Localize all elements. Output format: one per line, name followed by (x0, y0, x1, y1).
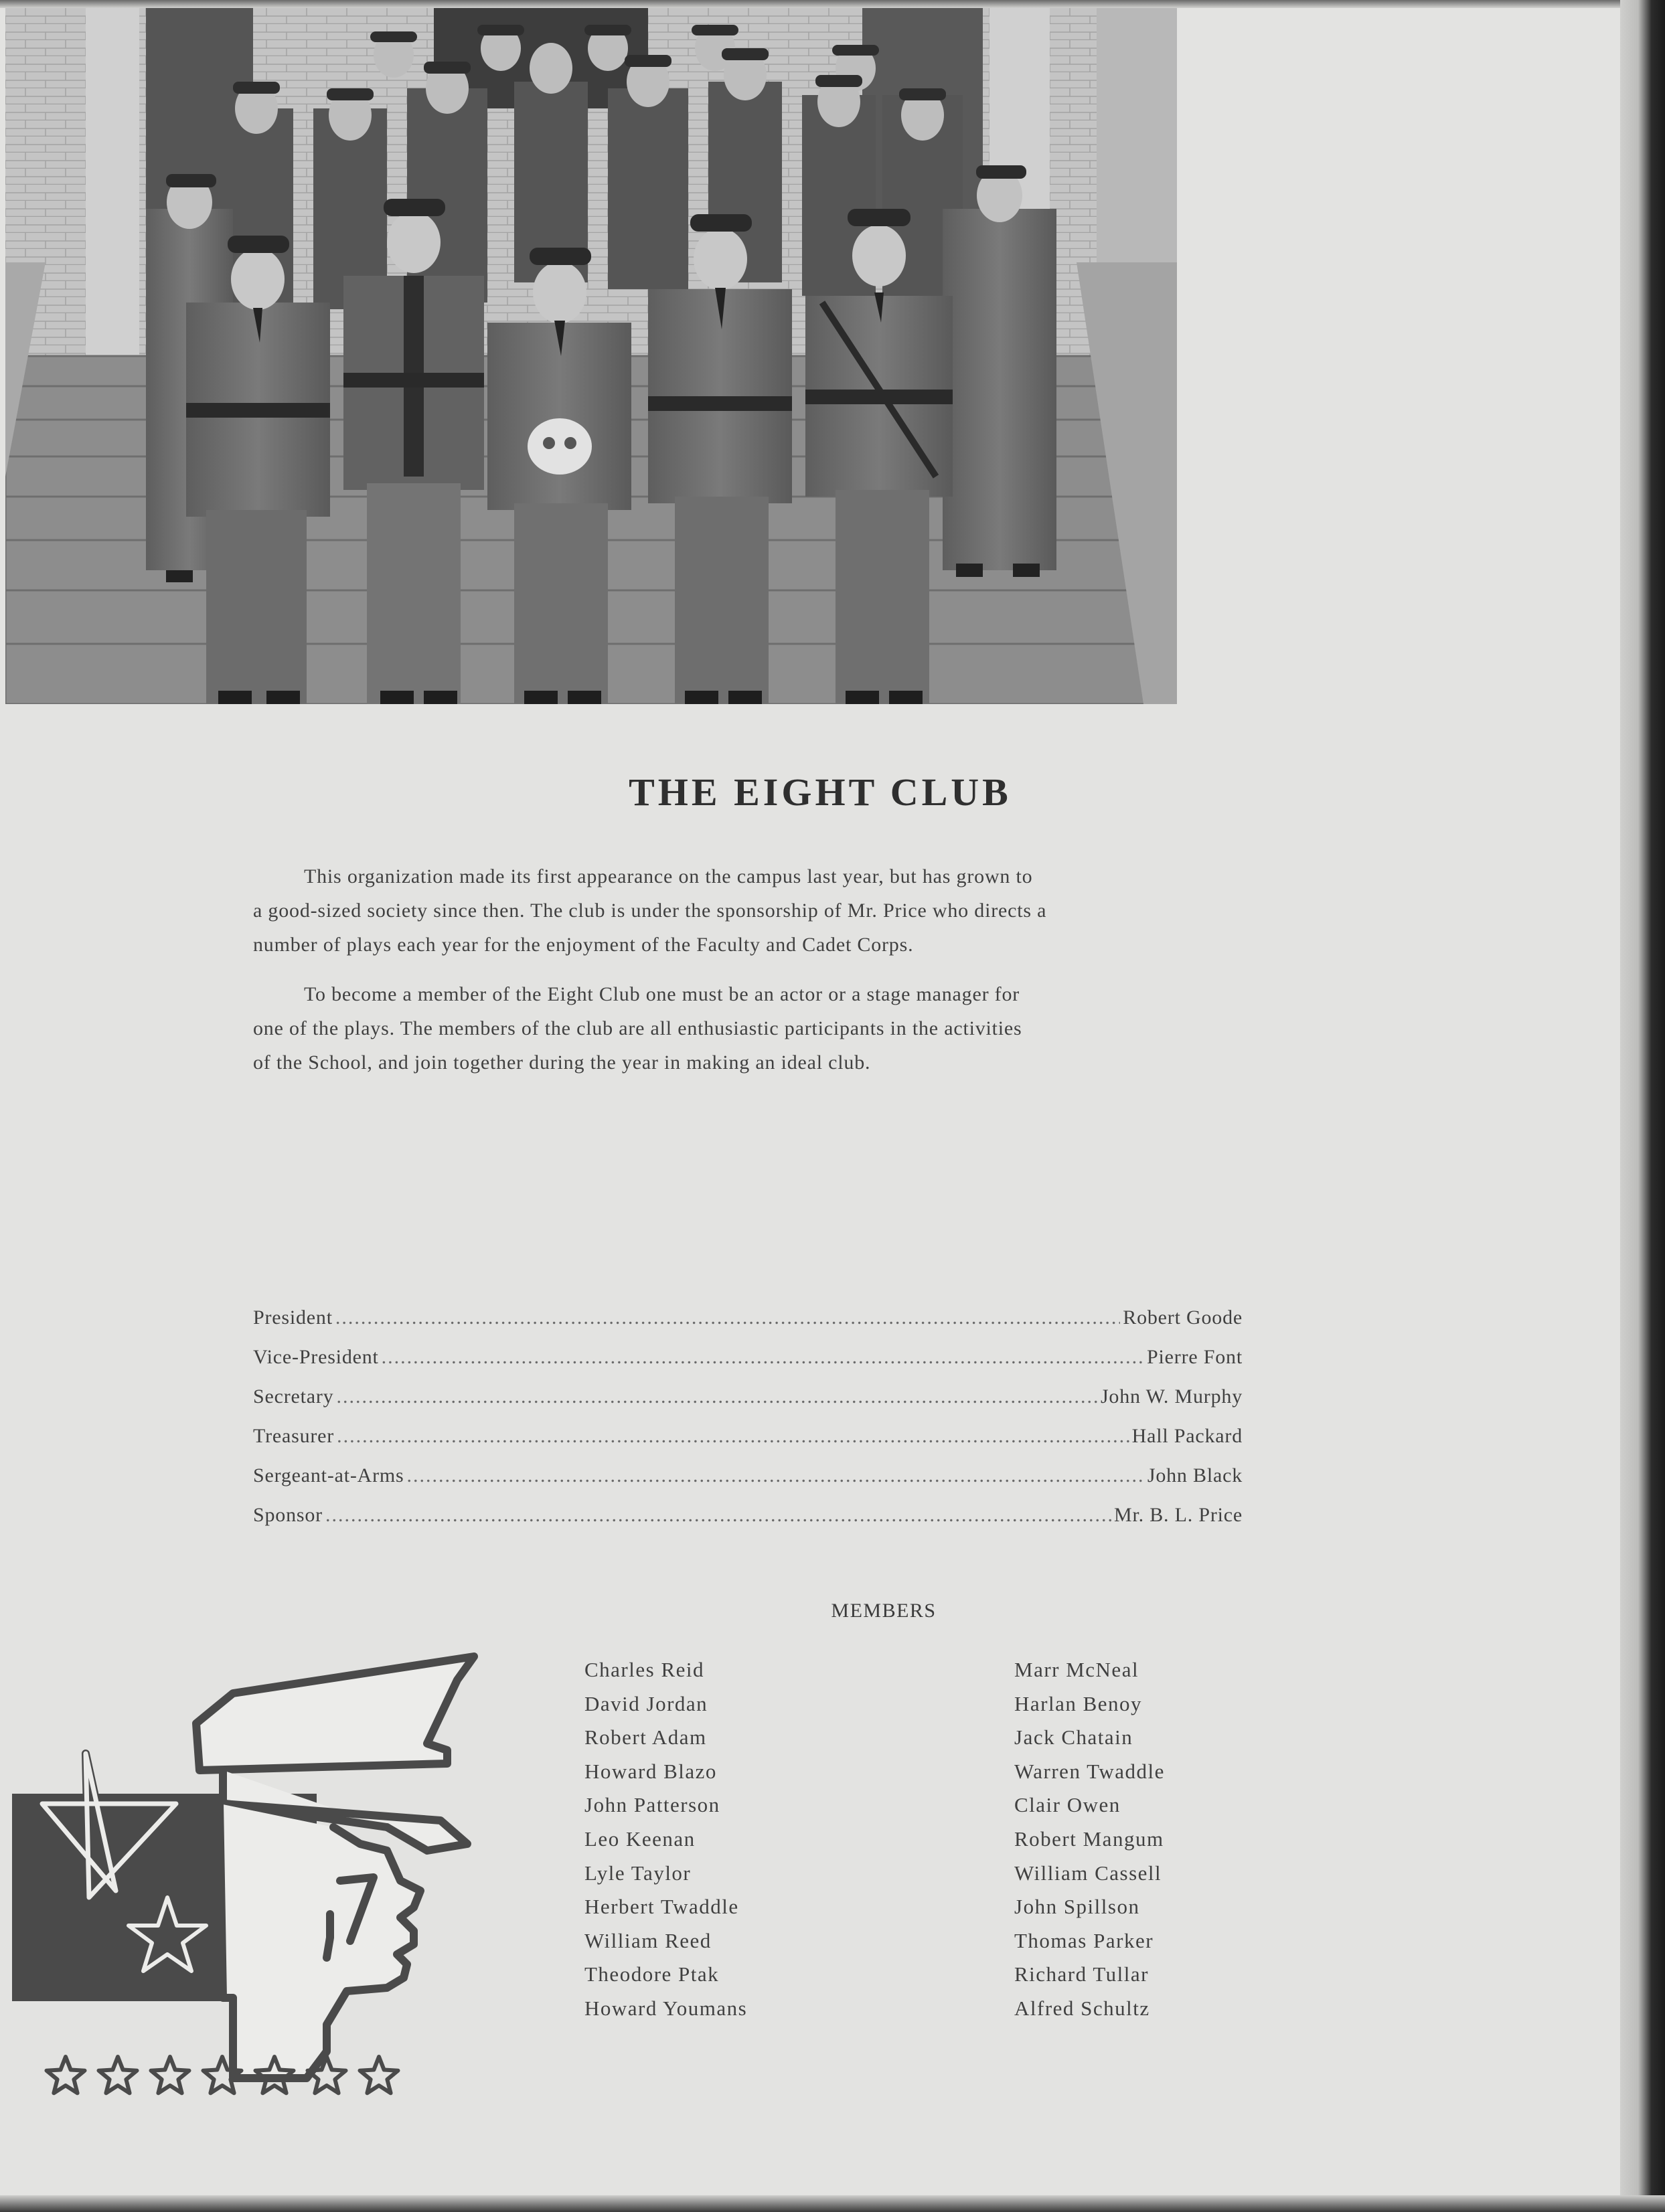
officer-name: John Black (1147, 1464, 1243, 1486)
page-title: THE EIGHT CLUB (629, 770, 1012, 814)
member-name: Jack Chatain (1014, 1725, 1133, 1750)
members-column-left (584, 1653, 747, 2026)
member-name: Lyle Taylor (584, 1861, 692, 1885)
officer-name: Robert Goode (1123, 1306, 1243, 1329)
officer-row-vice-president (253, 1346, 1243, 1385)
group-photo (5, 8, 1177, 704)
officer-name: Pierre Font (1147, 1346, 1243, 1368)
paragraph-line: To become a member of the Eight Club one must be an actor or a stage manager for (304, 983, 1020, 1005)
member-name: Theodore Ptak (584, 1962, 720, 1986)
paragraph-line: one of the plays. The members of the club are all enthusiastic participants in the activities (253, 1017, 1022, 1039)
officers-list (253, 1306, 1243, 1543)
page-bottom-edge (0, 2195, 1665, 2212)
member-name: David Jordan (584, 1691, 708, 1715)
cadet-head-profile-icon (196, 1656, 474, 2078)
member-name: Harlan Benoy (1014, 1691, 1143, 1715)
officer-role: President (253, 1306, 333, 1329)
member-name: Clair Owen (1014, 1793, 1121, 1817)
officer-name: Mr. B. L. Price (1114, 1504, 1243, 1526)
member-name: Herbert Twaddle (584, 1895, 739, 1919)
members-heading: MEMBERS (831, 1600, 937, 1622)
member-name: Thomas Parker (1014, 1928, 1154, 1952)
member-name: Richard Tullar (1014, 1962, 1149, 1986)
member-name: Leo Keenan (584, 1826, 696, 1851)
intro-paragraph (253, 859, 1243, 962)
members-column-right (1014, 1653, 1165, 2026)
officer-name: John W. Murphy (1100, 1385, 1243, 1408)
eight-club-emblem (12, 1650, 481, 2108)
leader-dots (382, 1346, 1144, 1369)
page-top-edge (0, 0, 1665, 8)
paragraph-line: of the School, and join together during the year in making an ideal club. (253, 1051, 871, 1074)
officer-role: Treasurer (253, 1425, 335, 1447)
officer-role: Secretary (253, 1385, 334, 1408)
member-name: Howard Youmans (584, 1996, 748, 2020)
member-name: Marr McNeal (1014, 1658, 1139, 1681)
star-icon (99, 2057, 137, 2093)
leader-dots (407, 1464, 1145, 1487)
officer-row-secretary (253, 1385, 1243, 1425)
member-name: Robert Mangum (1014, 1826, 1164, 1851)
leader-dots (336, 1385, 1097, 1408)
member-name: William Reed (584, 1928, 712, 1952)
paragraph-line: number of plays each year for the enjoyment of the Faculty and Cadet Corps. (253, 934, 914, 956)
member-name: Warren Twaddle (1014, 1759, 1165, 1783)
leader-dots (337, 1425, 1129, 1448)
paragraph-line: This organization made its first appearance on the campus last year, but has grown to (304, 865, 1033, 887)
member-name: John Spillson (1014, 1895, 1140, 1919)
officer-name: Hall Packard (1131, 1425, 1243, 1447)
member-name: Howard Blazo (584, 1759, 717, 1783)
officer-row-sponsor (253, 1504, 1243, 1543)
officer-row-treasurer (253, 1425, 1243, 1464)
officer-role: Sergeant-at-Arms (253, 1464, 404, 1486)
officer-role: Sponsor (253, 1504, 323, 1526)
officer-row-sergeant-at-arms (253, 1464, 1243, 1504)
star-row (47, 2057, 398, 2093)
officer-row-president (253, 1306, 1243, 1346)
membership-paragraph (253, 977, 1243, 1080)
member-name: Robert Adam (584, 1725, 707, 1750)
officer-role: Vice-President (253, 1346, 379, 1368)
member-name: William Cassell (1014, 1861, 1162, 1885)
star-icon (47, 2057, 85, 2093)
member-name: Charles Reid (584, 1658, 704, 1681)
leader-dots (335, 1306, 1120, 1329)
member-name: Alfred Schultz (1014, 1996, 1150, 2020)
paragraph-line: a good-sized society since then. The club is under the sponsorship of Mr. Price who directs a (253, 900, 1047, 922)
star-icon (360, 2057, 398, 2093)
star-icon (151, 2057, 189, 2093)
page-binding-edge (1620, 0, 1665, 2212)
member-name: John Patterson (584, 1793, 720, 1817)
leader-dots (325, 1504, 1111, 1527)
